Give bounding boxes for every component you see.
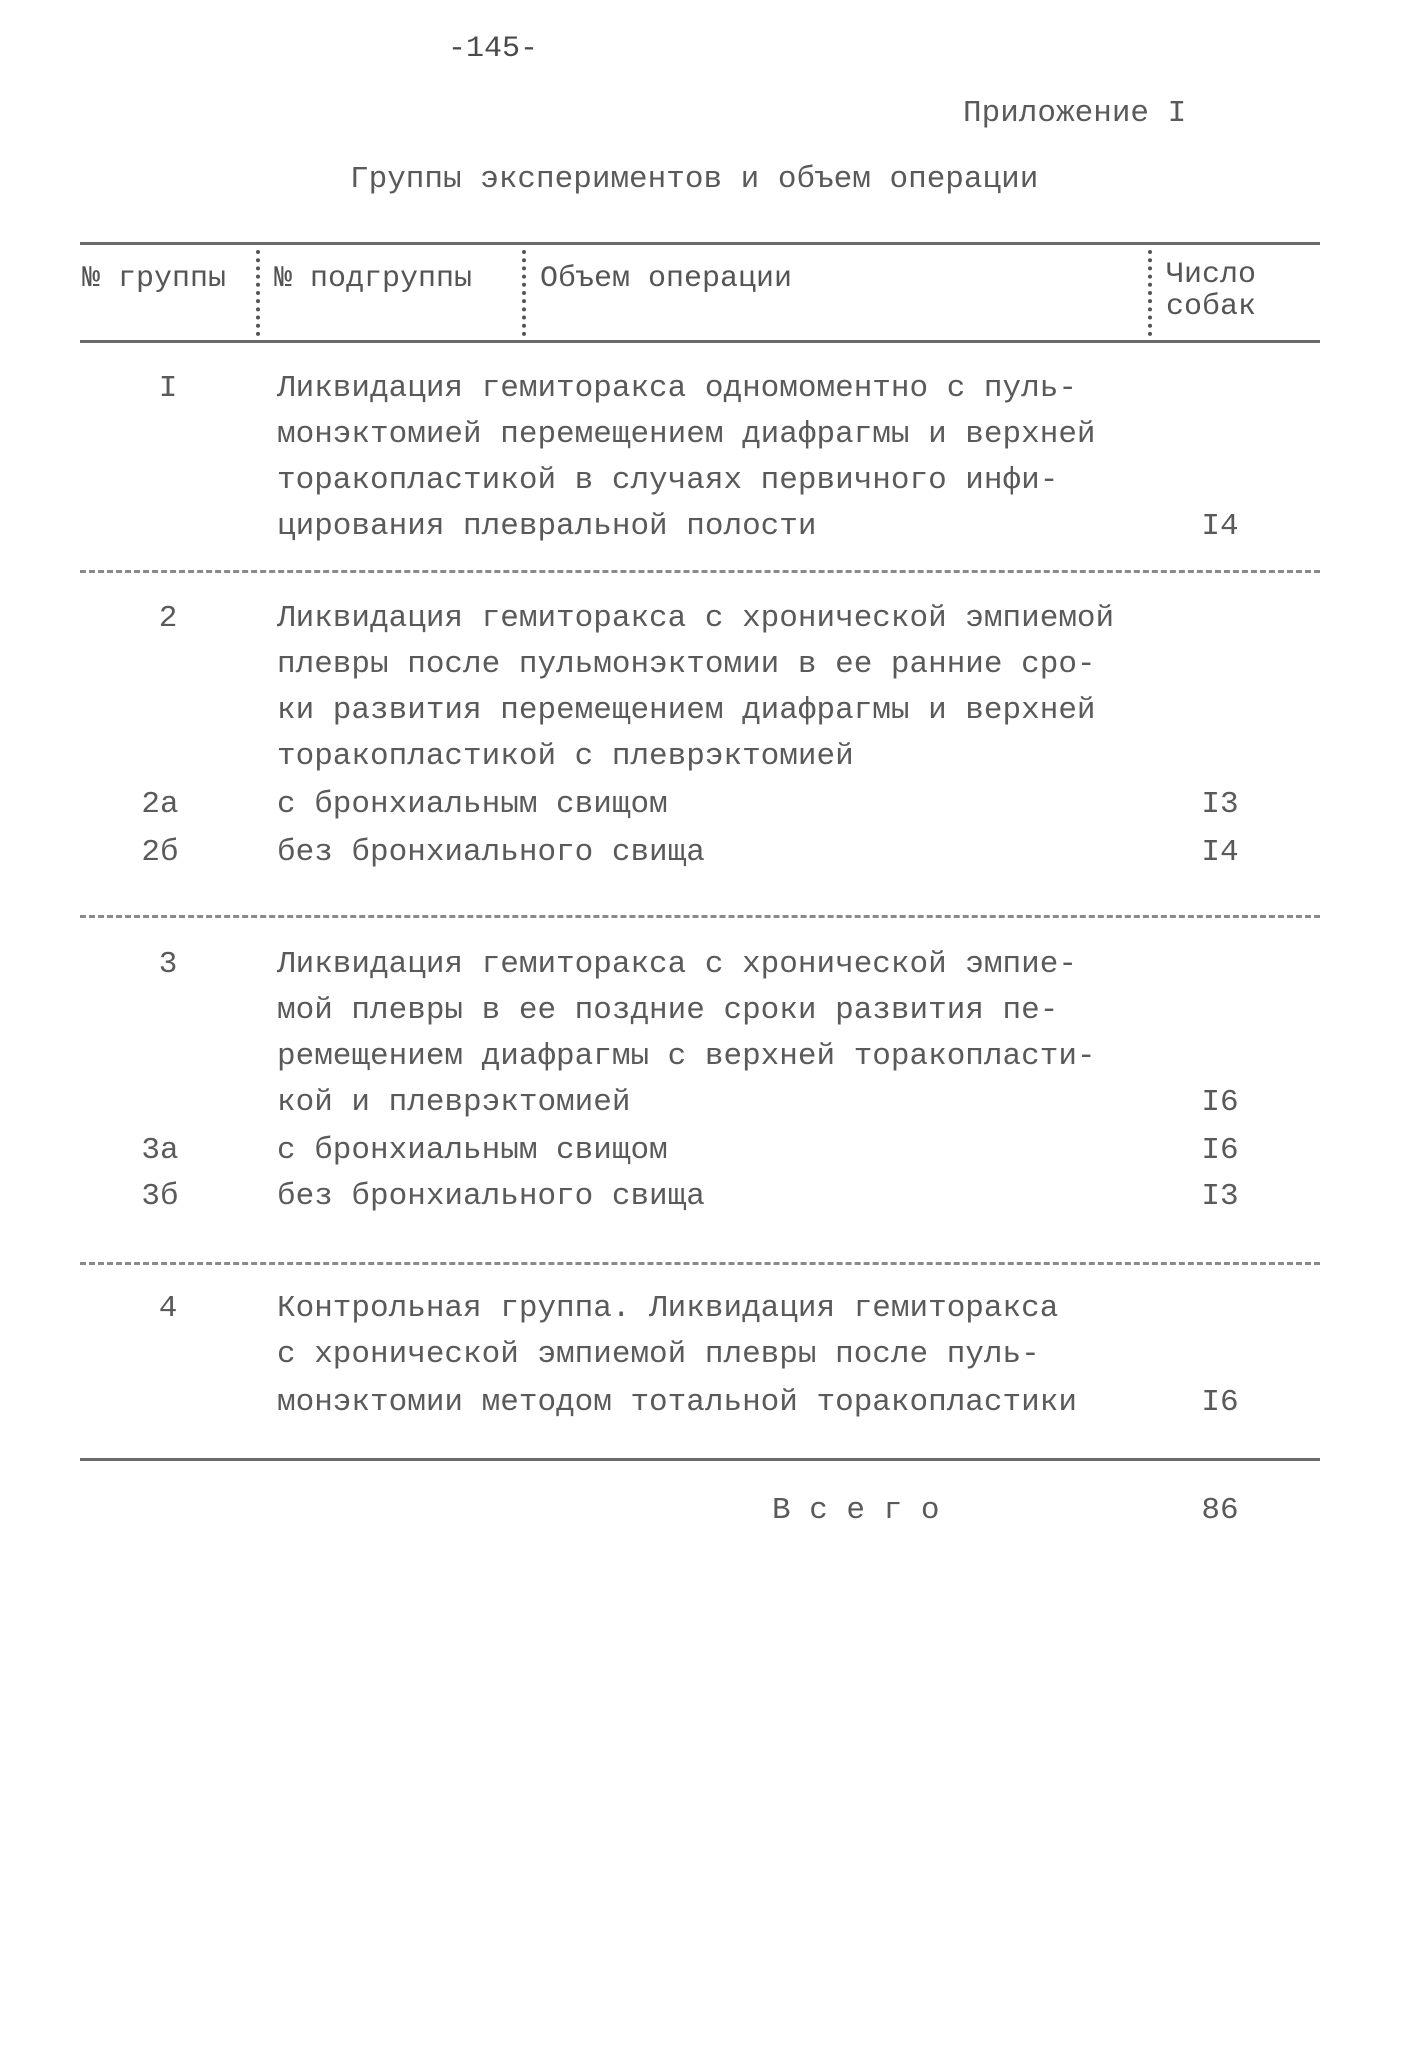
header-count: собак	[1166, 290, 1257, 324]
row-text-line: Контрольная группа. Ликвидация гемиторакса	[277, 1291, 1059, 1326]
row-text-line: монэктомии методом тотальной торакопластики	[277, 1385, 1077, 1420]
subgroup-text: с бронхиальным свищом	[277, 1133, 668, 1168]
subgroup-number: 2б	[141, 835, 179, 870]
page-number: -145-	[448, 32, 539, 66]
row-text-line: монэктомией перемещением диафрагмы и верхней	[277, 417, 1096, 452]
appendix-label: Приложение I	[963, 96, 1187, 131]
group-number: 3	[158, 947, 178, 982]
subgroup-number: 3а	[141, 1133, 179, 1168]
row-text-line: Ликвидация гемиторакса одномоментно с пуль-	[277, 371, 1077, 406]
row-text-line: с хронической эмпиемой плевры после пуль-	[277, 1337, 1040, 1372]
group-divider	[80, 1262, 1320, 1265]
header-scope: Объем операции	[540, 262, 793, 296]
subgroup-text: с бронхиальным свищом	[277, 787, 668, 822]
dog-count: I3	[1201, 787, 1239, 822]
total-label: В с е г о	[772, 1493, 940, 1528]
table-top-rule	[80, 242, 1320, 245]
row-text-line: цирования плевральной полости	[277, 509, 817, 544]
row-text-line: Ликвидация гемиторакса с хронической эмпиемой	[277, 601, 1115, 636]
dog-count: I4	[1201, 835, 1239, 870]
column-separator	[522, 250, 526, 336]
column-separator	[256, 250, 260, 336]
row-text-line: мой плевры в ее поздние сроки развития пе-	[277, 993, 1059, 1028]
group-number: 2	[158, 601, 178, 636]
subgroup-text: без бронхиального свища	[277, 1179, 705, 1214]
header-group: № группы	[82, 262, 227, 296]
row-text-line: торакопластикой с плеврэктомией	[277, 739, 854, 774]
row-text-line: Ликвидация гемиторакса с хронической эмпие-	[277, 947, 1077, 982]
dog-count: I6	[1201, 1085, 1239, 1120]
row-text-line: ремещением диафрагмы с верхней торакопласти-	[277, 1039, 1096, 1074]
table-bottom-rule	[80, 1458, 1320, 1461]
subgroup-number: 3б	[141, 1179, 179, 1214]
group-divider	[80, 570, 1320, 573]
row-text-line: ки развития перемещением диафрагмы и верхней	[277, 693, 1096, 728]
header-subgroup: № подгруппы	[274, 262, 473, 296]
dog-count: I3	[1201, 1179, 1239, 1214]
subgroup-text: без бронхиального свища	[277, 835, 705, 870]
dog-count: I6	[1201, 1133, 1239, 1168]
total-value: 86	[1201, 1493, 1239, 1528]
dog-count: I6	[1201, 1385, 1239, 1420]
group-number: I	[158, 371, 178, 406]
column-separator	[1148, 250, 1152, 336]
table-title: Группы экспериментов и объем операции	[350, 162, 1039, 197]
group-number: 4	[158, 1291, 178, 1326]
header-bottom-rule	[80, 340, 1320, 343]
row-text-line: кой и плеврэктомией	[277, 1085, 631, 1120]
group-divider	[80, 915, 1320, 918]
row-text-line: торакопластикой в случаях первичного инфи-	[277, 463, 1059, 498]
header-count: Число	[1166, 258, 1257, 292]
row-text-line: плевры после пульмонэктомии в ее ранние сро-	[277, 647, 1096, 682]
dog-count: I4	[1201, 509, 1239, 544]
subgroup-number: 2а	[141, 787, 179, 822]
